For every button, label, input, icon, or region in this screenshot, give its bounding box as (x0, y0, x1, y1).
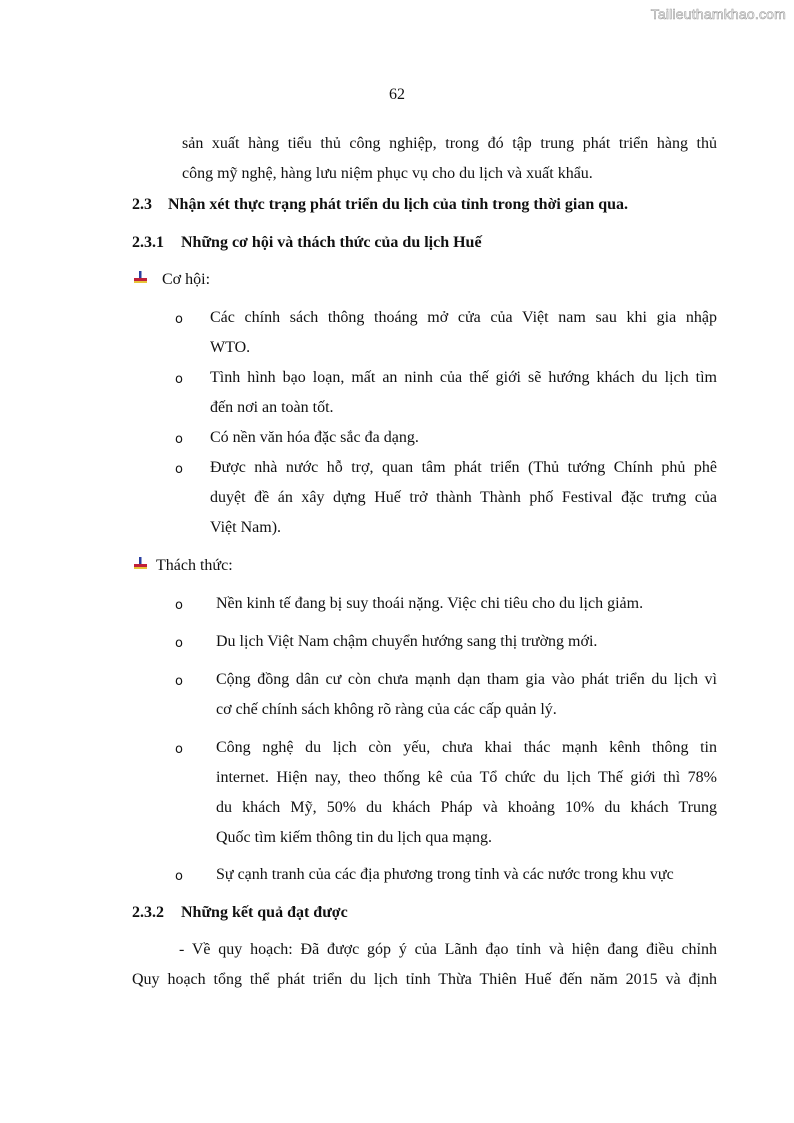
subsection-number: 2.3.2 (132, 904, 164, 921)
challenges-label: Thách thức: (156, 557, 233, 574)
list-marker: o (175, 432, 183, 447)
intro-line: công mỹ nghệ, hàng lưu niệm phục vụ cho du lịch và xuất khẩu. (182, 165, 593, 182)
subsection-title: Những cơ hội và thách thức của du lịch Huế (181, 234, 482, 251)
list-item: Nền kinh tế đang bị suy thoái nặng. Việc chi tiêu cho du lịch giảm. (216, 595, 644, 612)
list-item: Cộng đồng dân cư còn chưa mạnh dạn tham gia vào phát triển du lịch vì (216, 671, 717, 688)
intro-line: sản xuất hàng tiểu thủ công nghiệp, trong đó tập trung phát triển hàng thủ (182, 135, 717, 152)
list-marker: o (175, 312, 183, 327)
list-marker: o (175, 674, 183, 689)
subsection-number: 2.3.1 (132, 234, 164, 251)
list-item: duyệt đề án xây dựng Huế trở thành Thành phố Festival đặc trưng của (210, 489, 717, 506)
list-marker: o (175, 372, 183, 387)
list-item: Có nền văn hóa đặc sắc đa dạng. (210, 429, 419, 446)
paragraph-line: - Về quy hoạch: Đã được góp ý của Lãnh đạo tỉnh và hiện đang điều chỉnh (179, 941, 717, 958)
list-item: Việt Nam). (210, 519, 282, 536)
list-item: WTO. (210, 339, 251, 356)
page-number: 62 (389, 86, 405, 103)
list-item: Du lịch Việt Nam chậm chuyển hướng sang thị trường mới. (216, 633, 598, 650)
list-item: Các chính sách thông thoáng mở cửa của Việt nam sau khi gia nhập (210, 309, 717, 326)
list-marker: o (175, 636, 183, 651)
list-item: Sự cạnh tranh của các địa phương trong tỉnh và các nước trong khu vực (216, 866, 674, 883)
subsection-title: Những kết quả đạt được (181, 904, 348, 921)
list-marker: o (175, 742, 183, 757)
opportunities-label: Cơ hội: (162, 271, 211, 288)
list-item: đến nơi an toàn tốt. (210, 399, 334, 416)
list-item: Tình hình bạo loạn, mất an ninh của thế giới sẽ hướng khách du lịch tìm (210, 369, 717, 386)
list-item: Quốc tìm kiếm thông tin du lịch qua mạng. (216, 829, 492, 846)
list-marker: o (175, 869, 183, 884)
list-item: cơ chế chính sách không rõ ràng của các cấp quản lý. (216, 701, 557, 718)
list-marker: o (175, 598, 183, 613)
list-item: du khách Mỹ, 50% du khách Pháp và khoảng 10% du khách Trung (216, 799, 717, 816)
paragraph-line: Quy hoạch tổng thể phát triển du lịch tỉnh Thừa Thiên Huế đến năm 2015 và định (132, 971, 717, 988)
list-marker: o (175, 462, 183, 477)
watermark: Tailieuthamkhao.com (650, 6, 786, 22)
bullet-cross-icon (132, 270, 148, 286)
bullet-cross-icon (132, 556, 148, 572)
section-title: Nhận xét thực trạng phát triển du lịch của tỉnh trong thời gian qua. (168, 196, 629, 213)
list-item: Công nghệ du lịch còn yếu, chưa khai thác mạnh kênh thông tin (216, 739, 717, 756)
list-item: Được nhà nước hỗ trợ, quan tâm phát triển (Thủ tướng Chính phủ phê (210, 459, 717, 476)
list-item: internet. Hiện nay, theo thống kê của Tổ chức du lịch Thế giới thì 78% (216, 769, 717, 786)
section-number: 2.3 (132, 196, 152, 213)
